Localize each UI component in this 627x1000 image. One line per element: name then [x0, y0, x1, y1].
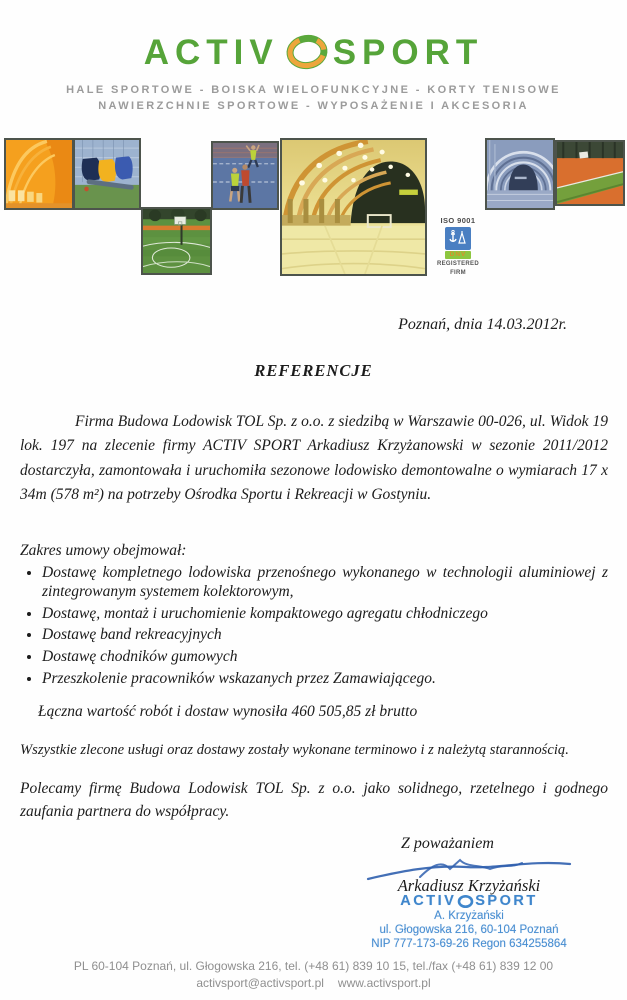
tagline-line-1: HALE SPORTOWE - BOISKA WIELOFUNKCYJNE - KORTY TENISOWE — [66, 84, 561, 96]
iso-registered: REGISTERED — [436, 261, 479, 267]
logo-ring-icon — [285, 34, 329, 70]
iso-9001-badge — [436, 216, 480, 277]
photo-orange-court — [555, 140, 625, 206]
dnv-anchor-icon — [445, 227, 471, 250]
scope-heading: Zakres umowy obejmował: — [20, 541, 187, 559]
iso-firm: FIRM — [450, 270, 466, 276]
stamp-name: A. Krzyżański — [434, 910, 504, 923]
scope-item: • Przeszkolenie pracowników wskazanych przez Zamawiającego. — [42, 669, 608, 689]
photo-outdoor-field-basketball — [141, 207, 212, 275]
letter-footer — [0, 958, 627, 992]
stamp-address: ul. Głogowska 216, 60-104 Poznań — [379, 924, 559, 937]
logo-text-sport: SPORT — [332, 32, 484, 72]
activ-sport-logo — [0, 34, 627, 70]
photo-blue-hall-interior — [485, 138, 555, 210]
photo-stadium-seats — [73, 138, 141, 210]
company-stamp — [347, 894, 591, 951]
photo-large-hall-interior — [280, 138, 427, 276]
stamp-logo — [347, 894, 591, 909]
scope-list — [20, 563, 608, 688]
photo-collage — [0, 136, 627, 288]
stamp-logo-sport: SPORT — [475, 893, 538, 910]
photo-indoor-players — [211, 141, 279, 210]
signer-name: Arkadiusz Krzyżański — [397, 875, 541, 895]
recommendation-paragraph: Polecamy firmę Budowa Lodowisk TOL Sp. z o.o. jako solidnego, rzetelnego i godnego zaufania partnera do współpracy. — [20, 780, 608, 820]
photo-orange-hall-interior — [4, 138, 74, 210]
scope-item: • Dostawę band rekreacyjnych — [42, 625, 608, 645]
date-line: Poznań, dnia 14.03.2012r. — [398, 316, 567, 333]
stamp-logo-ring-icon — [457, 894, 474, 909]
document-title: REFERENCJE — [254, 361, 373, 380]
quality-statement: Wszystkie zlecone usługi oraz dostawy zostały wykonane terminowo i z należytą starannością. — [20, 742, 569, 759]
letterhead — [0, 0, 627, 114]
signature-block — [347, 835, 591, 951]
iso-title: ISO 9001 — [440, 216, 476, 225]
logo-text-activ: ACTIV — [143, 32, 279, 72]
footer-contact-line — [0, 975, 627, 992]
footer-website: www.activsport.pl — [337, 976, 431, 990]
dnv-label: DNV — [445, 251, 471, 259]
footer-email: activsport@activsport.pl — [196, 976, 324, 990]
tagline-line-2: NAWIERZCHNIE SPORTOWE - WYPOSAŻENIE I AKCESORIA — [98, 100, 529, 112]
stamp-logo-activ: ACTIV — [400, 893, 457, 910]
scope-item: • Dostawę kompletnego lodowiska przenośnego wykonanego w technologii aluminiowej z zintegrowanym systemem kolektorowym, — [42, 563, 608, 602]
footer-address-line: PL 60-104 Poznań, ul. Głogowska 216, tel. (+48 61) 839 10 15, tel./fax (+48 61) 839 12 00 — [73, 959, 554, 973]
scope-item: • Dostawę, montaż i uruchomienie kompaktowego agregatu chłodniczego — [42, 604, 608, 624]
stamp-nip-regon: NIP 777-173-69-26 Regon 634255864 — [371, 938, 567, 951]
reference-paragraph: Firma Budowa Lodowisk TOL Sp. z o.o. z siedzibą w Warszawie 00-026, ul. Widok 19 lok. 197 na zlecenie firmy ACTIV SPORT Arkadiusz Krzyżanowski w sezonie 2011/2012 dostarczyła, zamontowała i uruchomiła sezonowe lodowisko demontowalne o wymiarach 17 x 34m (578 m²) na potrzeby Ośrodka Sportu i Rekreacji w Gostyniu. — [20, 413, 608, 504]
closing-phrase: Z poważaniem — [401, 834, 494, 852]
scope-item: • Dostawę chodników gumowych — [42, 647, 608, 667]
company-tagline — [0, 82, 627, 114]
total-value-line: Łączna wartość robót i dostaw wynosiła 460 505,85 zł brutto — [38, 703, 418, 721]
